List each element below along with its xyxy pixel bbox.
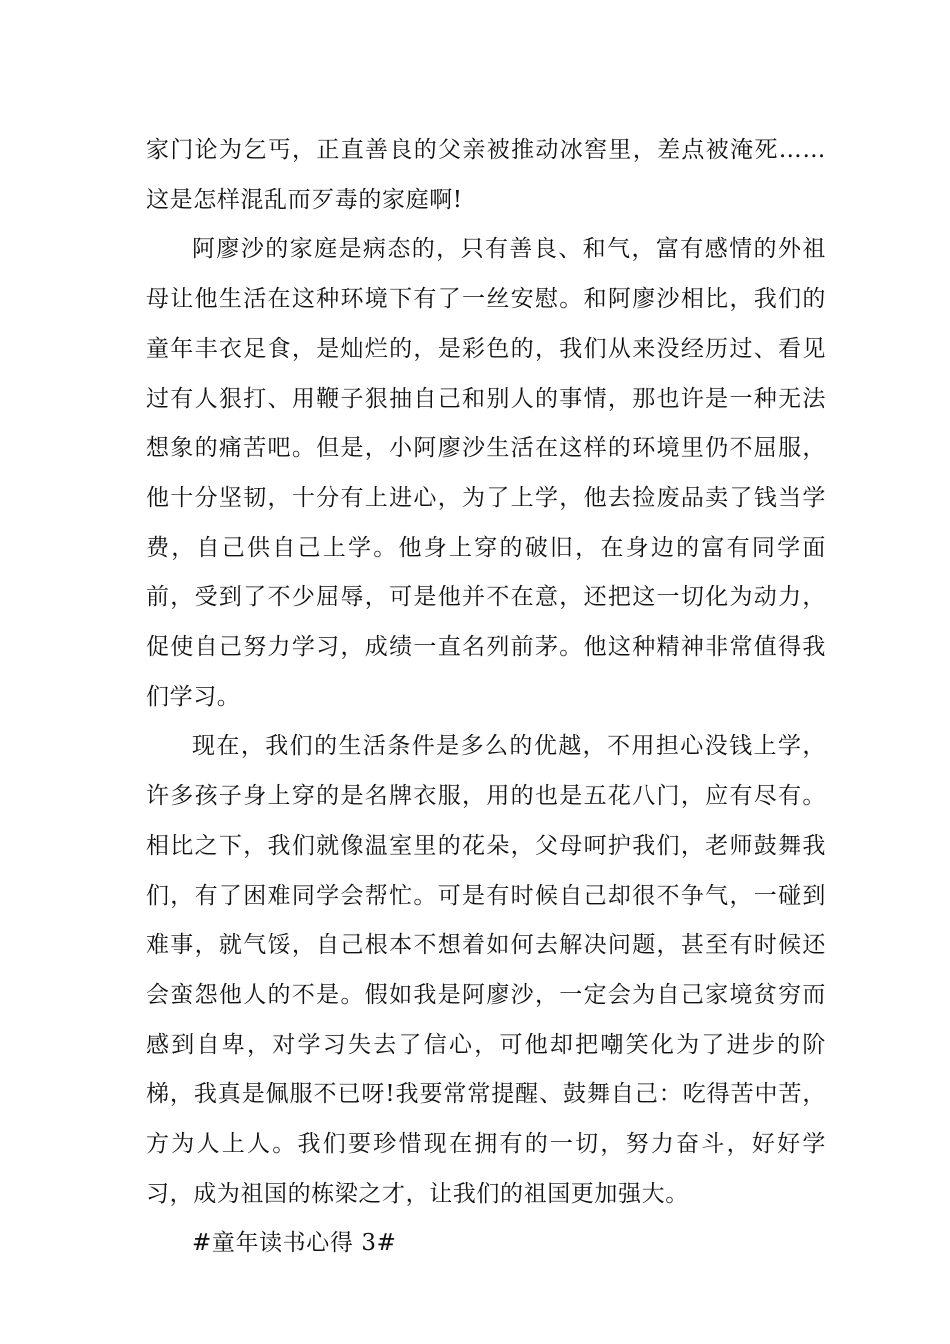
paragraph-our-life: 现在，我们的生活条件是多么的优越，不用担心没钱上学，许多孩子身上穿的是名牌衣服，用的也是五花八门，应有尽有。相比之下，我们就像温室里的花朵，父母呵护我们，老师鼓舞我们，有了困难同学会帮忙。可是有时候自己却很不争气，一碰到难事，就气馁，自己根本不想着如何去解决问题，甚至有时候还会蛮怨他人的不是。假如我是阿廖沙，一定会为自己家境贫穷而感到自卑，对学习失去了信心，可他却把嘲笑化为了进步的阶梯，我真是佩服不已呀!我要常常提醒、鼓舞自己：吃得苦中苦，方为人上人。我们要珍惜现在拥有的一切，努力奋斗，好好学习，成为祖国的栋梁之才，让我们的祖国更加强大。 <box>146 733 826 1207</box>
paragraph-continuation: 家门论为乞丐，正直善良的父亲被推动冰窖里，差点被淹死……这是怎样混乱而歹毒的家庭啊! <box>146 137 826 213</box>
paragraph-alyosha-family: 阿廖沙的家庭是病态的，只有善良、和气，富有感情的外祖母让他生活在这种环境下有了一丝安慰。和阿廖沙相比，我们的童年丰衣足食，是灿烂的，是彩色的，我们从来没经历过、看见过有人狠打、用鞭子狠抽自己和别人的事情，那也许是一种无法想象的痛苦吧。但是，小阿廖沙生活在这样的环境里仍不屈服，他十分坚韧，十分有上进心，为了上学，他去捡废品卖了钱当学费，自己供自己上学。他身上穿的破旧，在身边的富有同学面前，受到了不少屈辱，可是他并不在意，还把这一切化为动力，促使自己努力学习，成绩一直名列前茅。他这种精神非常值得我们学习。 <box>146 236 826 710</box>
document-body <box>146 126 826 1269</box>
section-heading: #童年读书心得 3# <box>192 1230 397 1257</box>
